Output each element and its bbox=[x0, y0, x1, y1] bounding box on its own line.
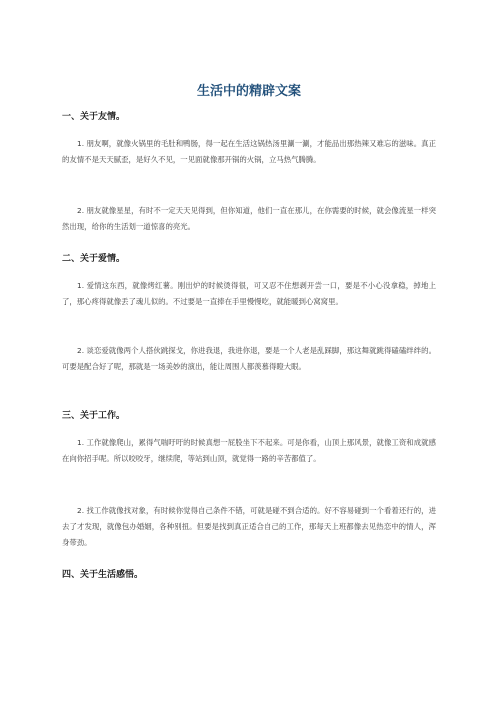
section-heading-friendship: 一、关于友情。 bbox=[62, 112, 126, 122]
love-paragraph-2: 2. 谈恋爱就像两个人搭伙跳探戈，你进我退，我进你退，要是一个人老是乱踩脚，那这舞就跳得磕磕绊绊的。可要是配合好了呢，那就是一场美妙的演出，能让周围人都羡慕得瞪大眼。 bbox=[62, 346, 436, 371]
friendship-paragraph-1: 1. 朋友啊，就像火锅里的毛肚和鸭肠，得一起在生活这锅热汤里涮一涮，才能品出那热辣又难忘的滋味。真正的友情不是天天腻歪，是好久不见，一见面就像那开锅的火锅，立马热气腾腾。 bbox=[62, 139, 436, 164]
love-paragraph-1: 1. 爱情这东西，就像烤红薯。刚出炉的时候烫得很，可又忍不住想剥开尝一口，要是不小心没拿稳，掉地上了，那心疼得就像丢了魂儿似的。不过要是一直捧在手里慢慢吃，就能暖到心窝窝里。 bbox=[62, 281, 436, 306]
section-heading-work: 三、关于工作。 bbox=[62, 411, 126, 421]
work-paragraph-1: 1. 工作就像爬山，累得气喘吁吁的时候真想一屁股坐下不起来。可是你看，山顶上那风景，就像工资和成就感在向你招手呢。所以咬咬牙，继续爬，等站到山顶，就觉得一路的辛苦都值了。 bbox=[62, 438, 436, 463]
friendship-paragraph-2: 2. 朋友就像星星，有时不一定天天见得到，但你知道，他们一直在那儿，在你需要的时候，就会像流星一样突然出现，给你的生活划一道惊喜的亮光。 bbox=[62, 206, 436, 231]
section-heading-life-insights: 四、关于生活感悟。 bbox=[62, 570, 144, 580]
section-heading-love: 二、关于爱情。 bbox=[62, 254, 126, 264]
document-title: 生活中的精辟文案 bbox=[196, 84, 301, 99]
work-paragraph-2: 2. 找工作就像找对象，有时候你觉得自己条件不错，可就是碰不到合适的。好不容易碰到一个看着还行的，进去了才发现，就像包办婚姻，各种别扭。但要是找到真正适合自己的工作，那每天上班都像去见热恋中的情人，浑身带劲。 bbox=[62, 506, 436, 547]
